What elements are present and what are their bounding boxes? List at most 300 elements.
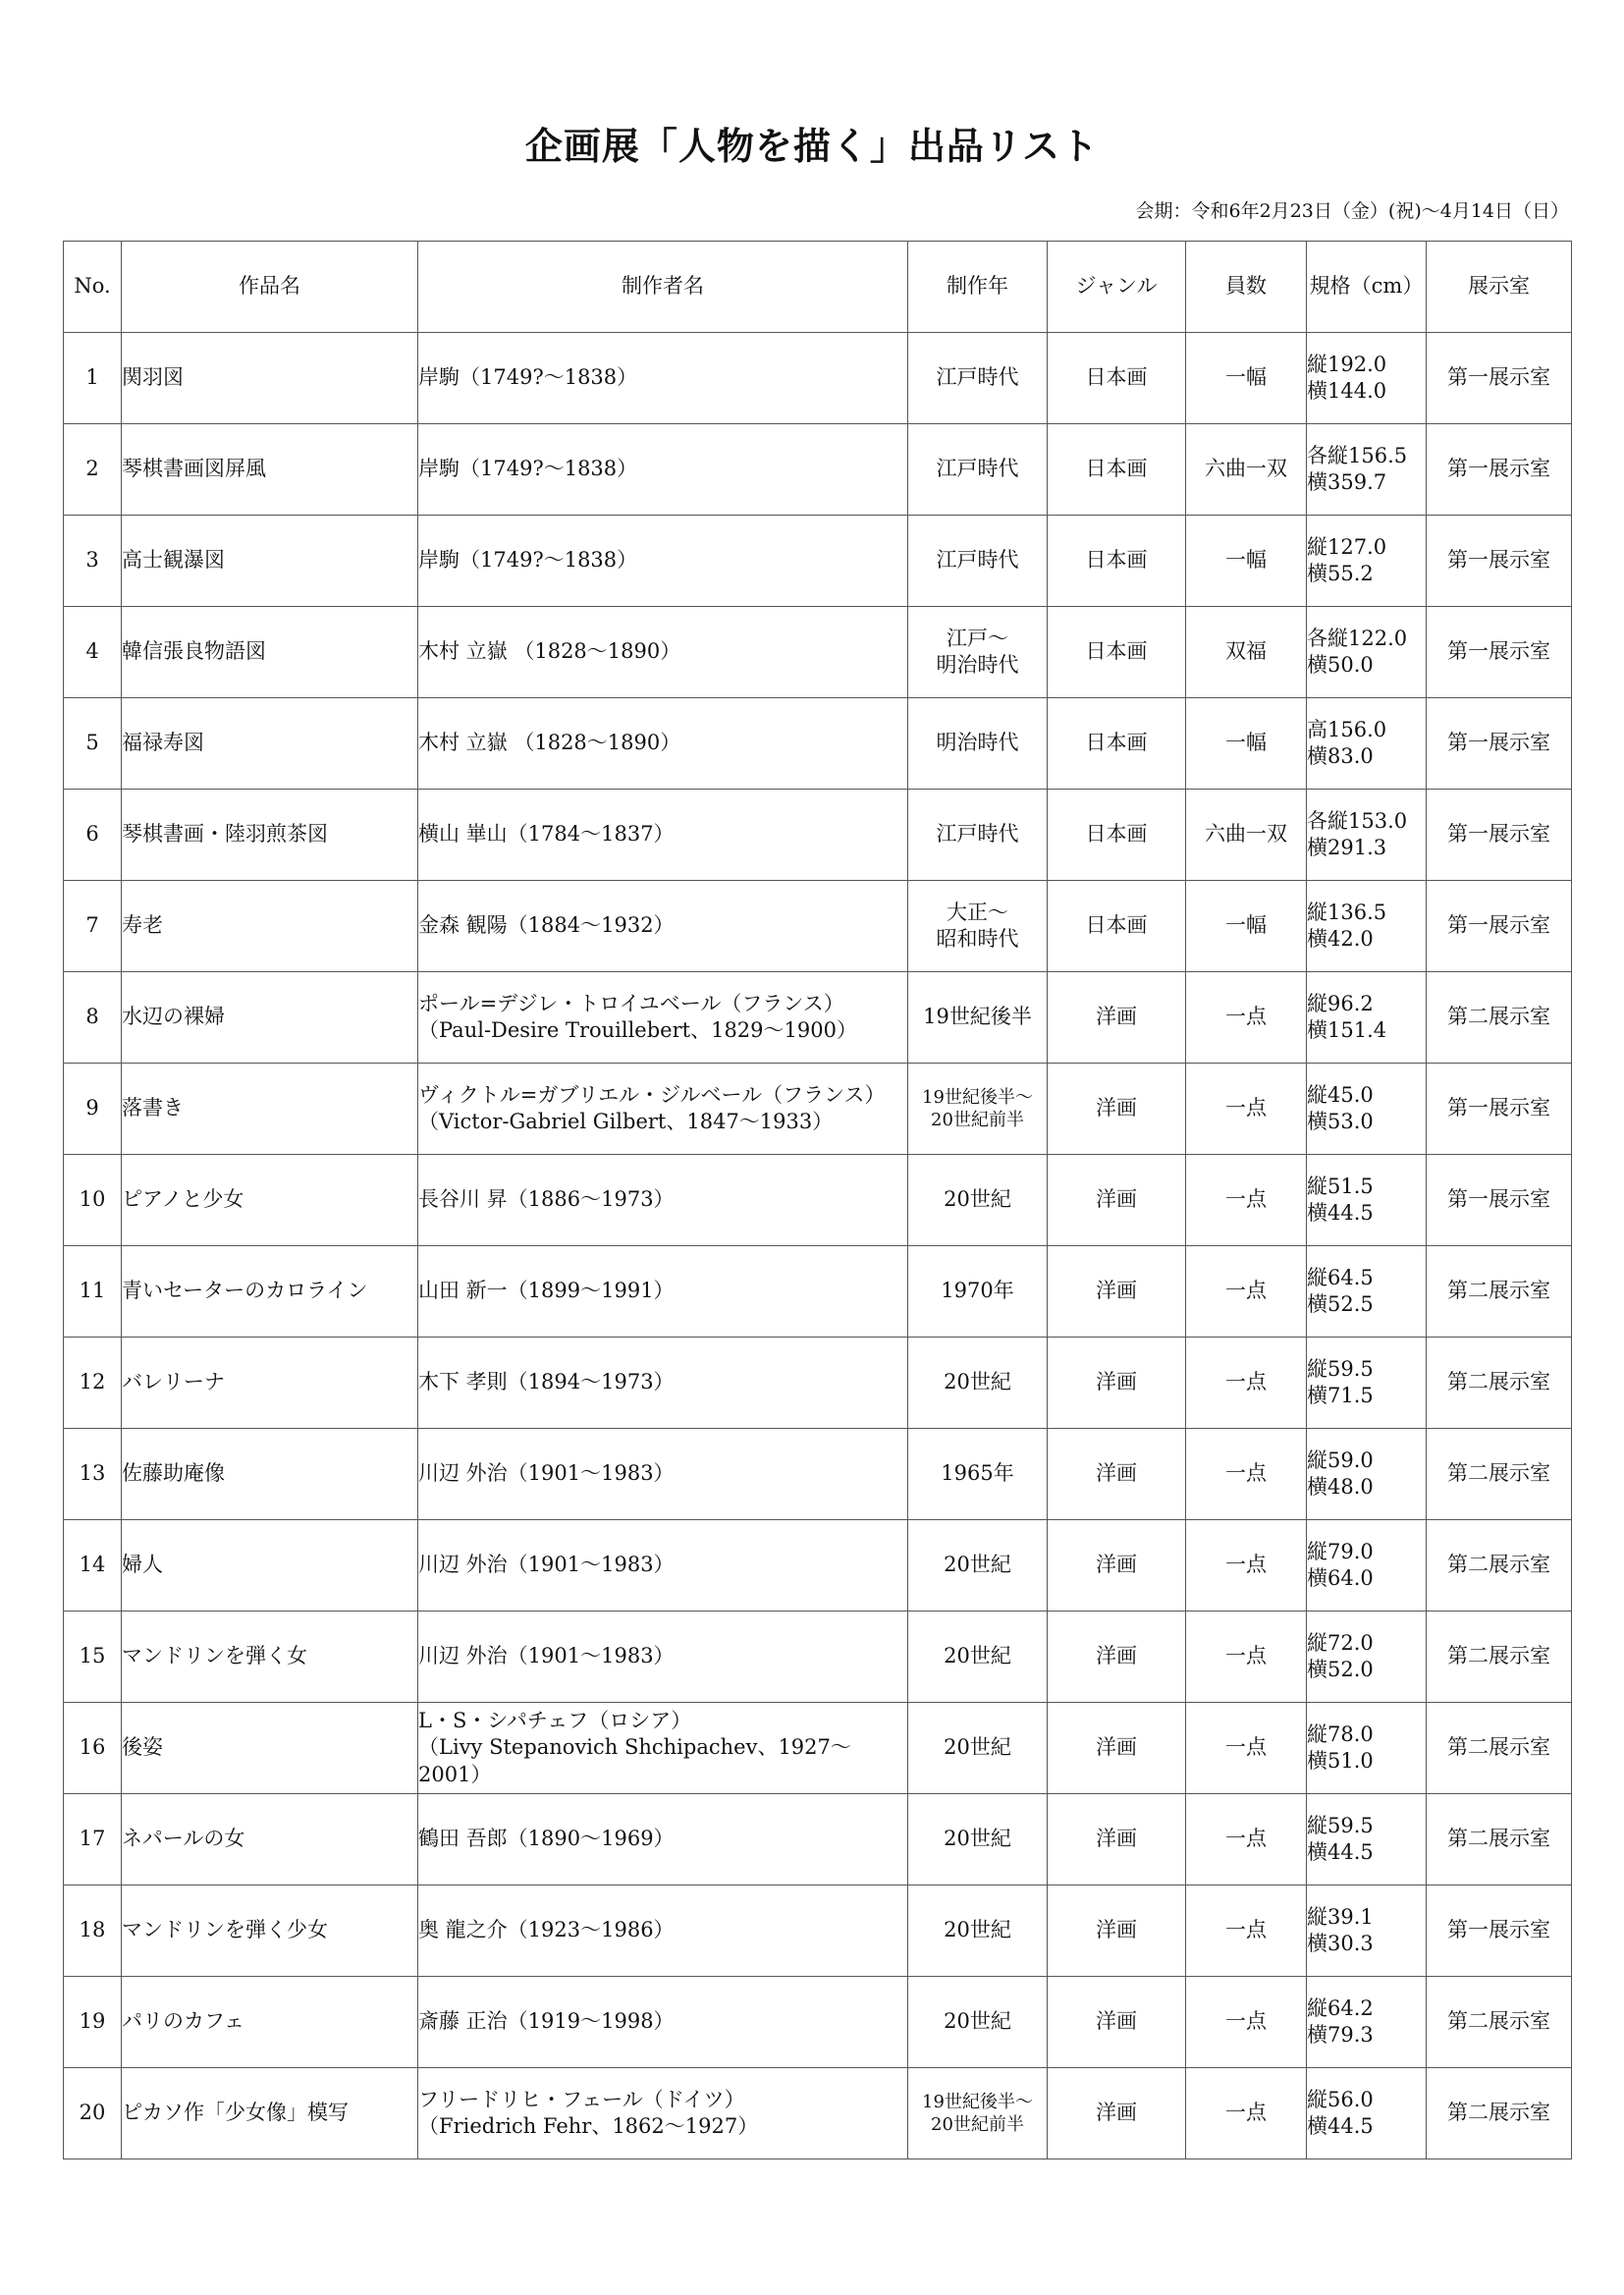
cell-count (1186, 1064, 1307, 1155)
cell-genre (1048, 1520, 1186, 1612)
cell-room-text: 第一展示室 (1447, 457, 1550, 481)
cell-artist (418, 1520, 908, 1612)
cell-no-text: 5 (85, 731, 99, 755)
cell-title (122, 424, 418, 516)
cell-title-text: ネパールの女 (122, 1827, 245, 1851)
cell-title (122, 516, 418, 607)
cell-year (908, 424, 1048, 516)
cell-no (64, 1794, 122, 1885)
cell-count (1186, 1520, 1307, 1612)
cell-no-text: 6 (85, 822, 99, 847)
cell-year-text: 20世紀 (944, 1918, 1011, 1942)
cell-genre-text: 洋画 (1096, 1279, 1137, 1303)
cell-year-text: 20世紀前半 (931, 2114, 1024, 2135)
cell-year-text: 昭和時代 (936, 927, 1019, 951)
column-header-year: 制作年 (908, 242, 1048, 333)
table-row (64, 607, 1572, 698)
cell-no-text: 9 (85, 1096, 99, 1120)
cell-size-text: 横55.2 (1307, 562, 1374, 585)
cell-artist (418, 2068, 908, 2159)
cell-no (64, 972, 122, 1064)
cell-genre-text: 洋画 (1096, 1827, 1137, 1851)
cell-count-text: 一点 (1225, 2101, 1267, 2125)
cell-size-text: 横42.0 (1307, 927, 1374, 951)
cell-count-text: 一点 (1225, 1096, 1267, 1120)
cell-room-text: 第二展示室 (1447, 1461, 1550, 1486)
cell-room-text: 第二展示室 (1447, 1735, 1550, 1760)
exhibition-period: 会期：令和6年2月23日（金）(祝)～4月14日（日） (1135, 200, 1569, 222)
cell-artist (418, 1246, 908, 1338)
cell-year-text: 19世紀後半～ (922, 2091, 1033, 2112)
cell-size-text: 横83.0 (1307, 744, 1374, 768)
column-header-room: 展示室 (1427, 242, 1572, 333)
cell-no (64, 1520, 122, 1612)
cell-genre-text: 日本画 (1085, 639, 1148, 664)
cell-genre (1048, 1429, 1186, 1520)
cell-no (64, 607, 122, 698)
cell-year (908, 1520, 1048, 1612)
cell-artist-text: 鶴田 吾郎（1890～1969） (418, 1827, 675, 1851)
cell-year-text: 江戸時代 (936, 548, 1019, 573)
cell-genre-text: 洋画 (1096, 2009, 1137, 2034)
cell-title-text: ピカソ作「少女像」模写 (122, 2101, 349, 2125)
cell-size-text: 横48.0 (1307, 1475, 1374, 1499)
cell-count-text: 一点 (1225, 2009, 1267, 2034)
cell-artist-text: （Livy Stepanovich Shchipachev、1927～2001） (418, 1735, 851, 1786)
cell-room-text: 第一展示室 (1447, 1918, 1550, 1942)
cell-room-text: 第二展示室 (1447, 2009, 1550, 2034)
cell-size (1307, 1794, 1427, 1885)
cell-title-text: 落書き (122, 1096, 184, 1120)
cell-size-text: 縦59.5 (1307, 1813, 1374, 1837)
cell-artist (418, 607, 908, 698)
table-row (64, 424, 1572, 516)
cell-no (64, 1885, 122, 1977)
column-header-count: 員数 (1186, 242, 1307, 333)
cell-size-text: 横50.0 (1307, 653, 1374, 677)
cell-title (122, 1155, 418, 1246)
cell-size (1307, 1612, 1427, 1703)
cell-artist (418, 516, 908, 607)
cell-size-text: 横44.5 (1307, 1840, 1374, 1864)
cell-artist (418, 972, 908, 1064)
cell-year (908, 698, 1048, 790)
cell-no-text: 4 (85, 639, 99, 664)
cell-title-text: 佐藤助庵像 (122, 1461, 225, 1486)
cell-count (1186, 424, 1307, 516)
cell-room-text: 第一展示室 (1447, 639, 1550, 664)
cell-room-text: 第二展示室 (1447, 1553, 1550, 1577)
cell-room-text: 第一展示室 (1447, 365, 1550, 390)
cell-genre-text: 洋画 (1096, 1553, 1137, 1577)
cell-year (908, 881, 1048, 972)
column-header-no: No. (64, 242, 122, 333)
cell-title-text: 寿老 (122, 913, 163, 938)
cell-year-text: 江戸時代 (936, 365, 1019, 390)
cell-year-text: 20世紀前半 (931, 1110, 1024, 1130)
cell-count-text: 一点 (1225, 1644, 1267, 1668)
cell-room (1427, 1703, 1572, 1794)
cell-no (64, 1703, 122, 1794)
cell-no (64, 333, 122, 424)
cell-room (1427, 1338, 1572, 1429)
cell-title (122, 607, 418, 698)
cell-artist-text: 奥 龍之介（1923～1986） (418, 1918, 675, 1942)
cell-artist (418, 1338, 908, 1429)
cell-artist (418, 1703, 908, 1794)
cell-artist (418, 333, 908, 424)
cell-no (64, 2068, 122, 2159)
cell-title-text: 青いセーターのカロライン (122, 1279, 368, 1303)
table-row (64, 1794, 1572, 1885)
cell-artist-text: 長谷川 昇（1886～1973） (418, 1187, 675, 1212)
cell-no-text: 17 (79, 1827, 106, 1851)
cell-count (1186, 1246, 1307, 1338)
cell-count (1186, 1885, 1307, 1977)
cell-artist (418, 1064, 908, 1155)
cell-genre (1048, 1885, 1186, 1977)
cell-size (1307, 1520, 1427, 1612)
column-header-title: 作品名 (122, 242, 418, 333)
cell-size-text: 横359.7 (1307, 470, 1387, 494)
cell-year (908, 516, 1048, 607)
cell-no (64, 881, 122, 972)
cell-count (1186, 1612, 1307, 1703)
cell-genre-text: 日本画 (1085, 913, 1148, 938)
cell-genre-text: 洋画 (1096, 2101, 1137, 2125)
cell-genre (1048, 1977, 1186, 2068)
cell-size (1307, 1338, 1427, 1429)
cell-title (122, 1977, 418, 2068)
cell-size-text: 横51.0 (1307, 1749, 1374, 1773)
cell-genre (1048, 1064, 1186, 1155)
cell-artist-text: 川辺 外治（1901～1983） (418, 1553, 675, 1577)
cell-count-text: 六曲一双 (1205, 457, 1287, 481)
cell-count (1186, 1703, 1307, 1794)
cell-room-text: 第一展示室 (1447, 731, 1550, 755)
cell-size-text: 横30.3 (1307, 1932, 1374, 1955)
cell-room (1427, 1885, 1572, 1977)
cell-no-text: 8 (85, 1005, 99, 1029)
cell-artist-text: （Friedrich Fehr、1862～1927） (418, 2114, 759, 2138)
cell-genre (1048, 881, 1186, 972)
cell-count (1186, 607, 1307, 698)
cell-count (1186, 516, 1307, 607)
cell-room (1427, 1246, 1572, 1338)
cell-count (1186, 972, 1307, 1064)
cell-no-text: 15 (79, 1644, 106, 1668)
cell-year-text: 1965年 (941, 1461, 1014, 1486)
cell-year (908, 1612, 1048, 1703)
table-row (64, 1520, 1572, 1612)
cell-room-text: 第一展示室 (1447, 822, 1550, 847)
cell-artist-text: ヴィクトル=ガブリエル・ジルベール（フランス） (418, 1082, 886, 1107)
cell-count-text: 一幅 (1225, 913, 1267, 938)
cell-genre-text: 日本画 (1085, 457, 1148, 481)
cell-size-text: 横44.5 (1307, 2114, 1374, 2138)
cell-year (908, 1794, 1048, 1885)
cell-room (1427, 1520, 1572, 1612)
cell-artist (418, 1977, 908, 2068)
cell-no-text: 11 (79, 1279, 106, 1303)
table-body (64, 333, 1572, 2159)
cell-no-text: 2 (85, 457, 99, 481)
cell-year (908, 2068, 1048, 2159)
column-header-artist: 制作者名 (418, 242, 908, 333)
cell-title-text: 高士観瀑図 (122, 548, 225, 573)
cell-size-text: 横44.5 (1307, 1201, 1374, 1225)
cell-genre-text: 日本画 (1085, 731, 1148, 755)
cell-size (1307, 1429, 1427, 1520)
cell-title (122, 2068, 418, 2159)
cell-artist-text: 川辺 外治（1901～1983） (418, 1461, 675, 1486)
table-row (64, 516, 1572, 607)
cell-size (1307, 333, 1427, 424)
cell-title (122, 1064, 418, 1155)
cell-title (122, 698, 418, 790)
cell-room-text: 第一展示室 (1447, 548, 1550, 573)
cell-count-text: 一点 (1225, 1370, 1267, 1394)
cell-artist-text: 木村 立嶽 （1828～1890） (418, 731, 681, 755)
cell-artist-text: 岸駒（1749?～1838） (418, 548, 638, 573)
cell-title-text: パリのカフェ (122, 2009, 244, 2034)
cell-title-text: 婦人 (122, 1553, 163, 1577)
table-row (64, 1885, 1572, 1977)
cell-size-text: 横79.3 (1307, 2023, 1374, 2047)
cell-room-text: 第二展示室 (1447, 1370, 1550, 1394)
cell-count-text: 一点 (1225, 1827, 1267, 1851)
cell-no-text: 3 (85, 548, 99, 573)
table-row (64, 1429, 1572, 1520)
cell-title-text: 琴棋書画図屏風 (122, 457, 266, 481)
cell-no-text: 18 (79, 1918, 106, 1942)
cell-title (122, 1246, 418, 1338)
cell-year-text: 江戸～ (947, 626, 1008, 650)
cell-genre-text: 洋画 (1096, 1187, 1137, 1212)
cell-size (1307, 1977, 1427, 2068)
cell-artist-text: L・S・シパチェフ（ロシア） (418, 1709, 692, 1733)
cell-size-text: 高156.0 (1307, 717, 1387, 741)
cell-size (1307, 881, 1427, 972)
cell-title-text: 韓信張良物語図 (122, 639, 266, 664)
cell-year (908, 1429, 1048, 1520)
cell-size-text: 縦59.5 (1307, 1356, 1374, 1381)
cell-count-text: 一点 (1225, 1918, 1267, 1942)
cell-genre (1048, 424, 1186, 516)
cell-genre (1048, 1794, 1186, 1885)
cell-genre-text: 日本画 (1085, 365, 1148, 390)
cell-room (1427, 333, 1572, 424)
cell-room-text: 第二展示室 (1447, 1644, 1550, 1668)
cell-year (908, 1064, 1048, 1155)
cell-size-text: 横52.5 (1307, 1292, 1374, 1316)
cell-year-text: 明治時代 (936, 653, 1019, 677)
cell-size-text: 縦51.5 (1307, 1174, 1374, 1198)
cell-size (1307, 1246, 1427, 1338)
cell-size-text: 縦192.0 (1307, 352, 1387, 376)
cell-no-text: 12 (79, 1370, 106, 1394)
cell-title (122, 1338, 418, 1429)
cell-title (122, 1885, 418, 1977)
cell-genre (1048, 972, 1186, 1064)
cell-genre (1048, 1155, 1186, 1246)
cell-size-text: 縦64.2 (1307, 1995, 1374, 2020)
cell-room (1427, 516, 1572, 607)
cell-count-text: 一点 (1225, 1461, 1267, 1486)
table-row (64, 1338, 1572, 1429)
cell-size-text: 縦78.0 (1307, 1721, 1374, 1746)
cell-genre (1048, 2068, 1186, 2159)
cell-size-text: 縦39.1 (1307, 1904, 1374, 1929)
cell-no (64, 790, 122, 881)
cell-year-text: 20世紀 (944, 1187, 1011, 1212)
cell-count (1186, 698, 1307, 790)
cell-year (908, 1246, 1048, 1338)
cell-artist-text: 木村 立嶽 （1828～1890） (418, 639, 681, 664)
cell-artist (418, 1155, 908, 1246)
cell-genre-text: 洋画 (1096, 1005, 1137, 1029)
cell-artist (418, 790, 908, 881)
cell-title (122, 881, 418, 972)
cell-no-text: 13 (79, 1461, 106, 1486)
cell-size-text: 縦59.0 (1307, 1448, 1374, 1472)
cell-title (122, 790, 418, 881)
cell-size-text: 各縦156.5 (1307, 443, 1408, 467)
cell-room (1427, 1794, 1572, 1885)
cell-year-text: 明治時代 (936, 731, 1019, 755)
cell-count-text: 一幅 (1225, 731, 1267, 755)
table-row (64, 2068, 1572, 2159)
cell-genre (1048, 790, 1186, 881)
column-header-genre: ジャンル (1048, 242, 1186, 333)
cell-artist-text: 金森 観陽（1884～1932） (418, 913, 675, 938)
cell-size (1307, 698, 1427, 790)
cell-title-text: マンドリンを弾く女 (122, 1644, 307, 1668)
cell-no (64, 698, 122, 790)
cell-artist-text: （Victor-Gabriel Gilbert、1847～1933） (418, 1110, 834, 1133)
cell-artist-text: 横山 崋山（1784～1837） (418, 822, 675, 847)
cell-size-text: 横71.5 (1307, 1384, 1374, 1407)
cell-count (1186, 333, 1307, 424)
cell-count (1186, 2068, 1307, 2159)
cell-room (1427, 2068, 1572, 2159)
cell-artist (418, 881, 908, 972)
table-row (64, 1246, 1572, 1338)
cell-no (64, 1338, 122, 1429)
cell-title (122, 972, 418, 1064)
cell-no (64, 1612, 122, 1703)
cell-year-text: 20世紀 (944, 1370, 1011, 1394)
cell-room-text: 第二展示室 (1447, 1279, 1550, 1303)
cell-year (908, 607, 1048, 698)
page-title: 企画展「人物を描く」出品リスト (524, 124, 1100, 168)
cell-year (908, 1885, 1048, 1977)
cell-size-text: 縦79.0 (1307, 1539, 1374, 1563)
cell-room (1427, 1064, 1572, 1155)
cell-artist (418, 698, 908, 790)
cell-size-text: 横144.0 (1307, 379, 1387, 403)
cell-title-text: バレリーナ (122, 1370, 225, 1394)
cell-no (64, 1155, 122, 1246)
cell-room (1427, 790, 1572, 881)
cell-title-text: 後姿 (122, 1735, 163, 1760)
cell-title-text: 水辺の裸婦 (122, 1005, 225, 1029)
cell-size-text: 縦45.0 (1307, 1082, 1374, 1107)
cell-size-text: 横151.4 (1307, 1018, 1387, 1042)
cell-artist-text: 岸駒（1749?～1838） (418, 457, 638, 481)
cell-artist (418, 1885, 908, 1977)
cell-genre (1048, 516, 1186, 607)
cell-title-text: マンドリンを弾く少女 (122, 1918, 328, 1942)
cell-count (1186, 1338, 1307, 1429)
cell-no (64, 424, 122, 516)
cell-room (1427, 424, 1572, 516)
cell-count (1186, 1429, 1307, 1520)
cell-count-text: 一点 (1225, 1187, 1267, 1212)
cell-title (122, 1794, 418, 1885)
table-row (64, 1703, 1572, 1794)
cell-title-text: 琴棋書画・陸羽煎茶図 (122, 822, 328, 847)
cell-year (908, 790, 1048, 881)
cell-genre (1048, 1246, 1186, 1338)
cell-no (64, 1977, 122, 2068)
cell-year (908, 1703, 1048, 1794)
cell-room (1427, 1612, 1572, 1703)
cell-no-text: 7 (85, 913, 99, 938)
cell-artist (418, 424, 908, 516)
cell-count-text: 一幅 (1225, 548, 1267, 573)
cell-genre-text: 洋画 (1096, 1370, 1137, 1394)
cell-room (1427, 972, 1572, 1064)
table-row (64, 1155, 1572, 1246)
cell-no (64, 1064, 122, 1155)
table-row (64, 333, 1572, 424)
cell-count (1186, 1155, 1307, 1246)
cell-genre-text: 日本画 (1085, 822, 1148, 847)
cell-genre (1048, 607, 1186, 698)
cell-artist (418, 1429, 908, 1520)
cell-year (908, 1977, 1048, 2068)
cell-size-text: 縦127.0 (1307, 534, 1387, 559)
cell-genre (1048, 333, 1186, 424)
cell-count (1186, 1977, 1307, 2068)
cell-artist-text: 斎藤 正治（1919～1998） (418, 2009, 675, 2034)
cell-no-text: 19 (79, 2009, 106, 2034)
artwork-list-table (63, 241, 1572, 2159)
table-row (64, 1064, 1572, 1155)
cell-size (1307, 972, 1427, 1064)
cell-count-text: 双福 (1225, 639, 1267, 664)
cell-genre-text: 洋画 (1096, 1918, 1137, 1942)
cell-room (1427, 1429, 1572, 1520)
cell-room (1427, 698, 1572, 790)
cell-size (1307, 790, 1427, 881)
cell-size (1307, 607, 1427, 698)
cell-title (122, 1429, 418, 1520)
cell-year-text: 19世紀後半 (923, 1005, 1032, 1029)
cell-no-text: 1 (85, 365, 99, 390)
cell-count-text: 一点 (1225, 1005, 1267, 1029)
cell-genre-text: 洋画 (1096, 1461, 1137, 1486)
table-row (64, 790, 1572, 881)
cell-year-text: 20世紀 (944, 1553, 1011, 1577)
cell-genre (1048, 1703, 1186, 1794)
cell-genre (1048, 1612, 1186, 1703)
cell-count (1186, 881, 1307, 972)
cell-genre (1048, 698, 1186, 790)
cell-size (1307, 424, 1427, 516)
cell-count (1186, 1794, 1307, 1885)
